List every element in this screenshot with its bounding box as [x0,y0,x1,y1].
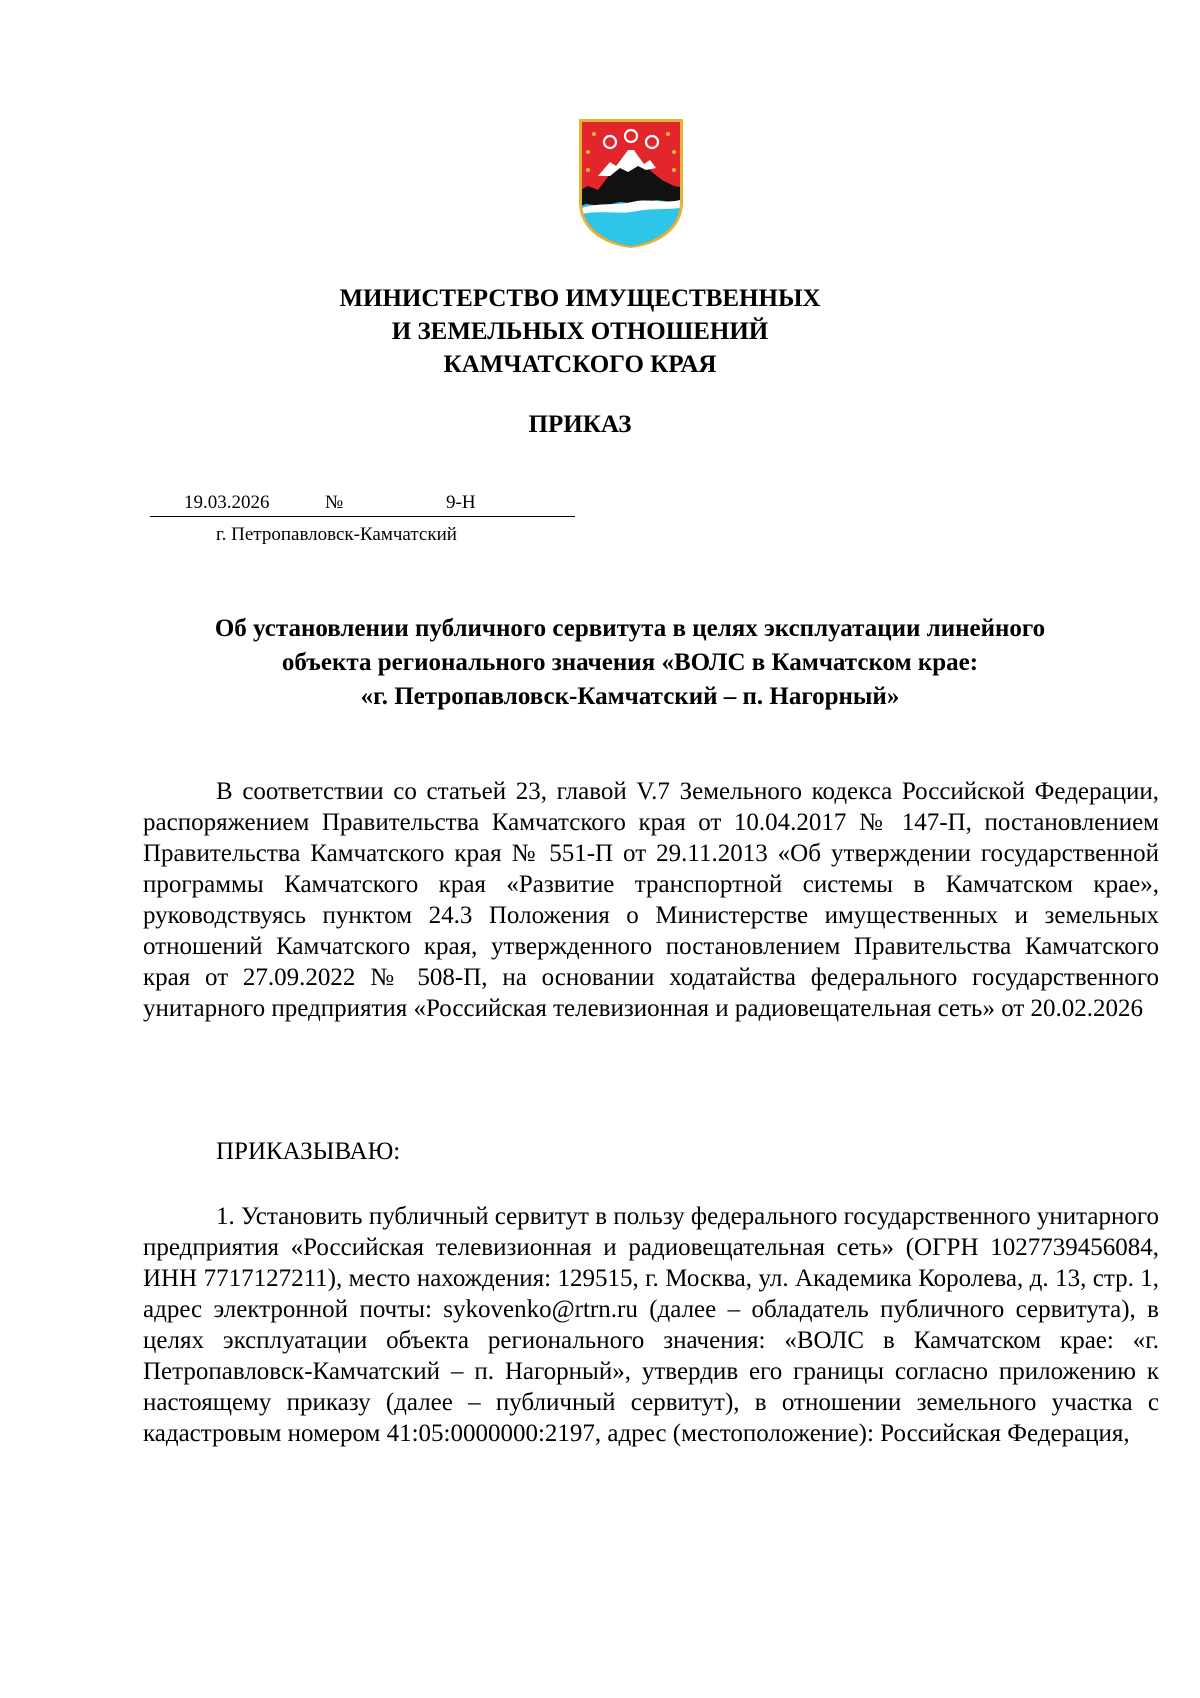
order-number: 9-Н [446,492,476,513]
organization-name [0,282,1160,381]
order-directive: ПРИКАЗЫВАЮ: [216,1138,401,1165]
order-subject [0,612,1200,714]
subject-line-1: Об установлении публичного сервитута в целях эксплуатации линейного [214,615,1046,642]
subject-line-3: «г. Петропавловск-Камчатский – п. Нагорный» [360,683,900,710]
number-sign: № [325,492,344,513]
document-type: ПРИКАЗ [528,411,632,438]
preamble-paragraph: В соответствии со статьей 23, главой V.7 Земельного кодекса Российской Федерации, распоряжением Правительства Камчатского края от 10.04.2017 № 147-П, постановлением Правительства Камчатского края № 551-П от 29.11.2013 «Об утверждении государственной программы Камчатского края «Развитие транспортной системы в Камчатском крае», руководствуясь пунктом 24.3 Положения о Министерстве имущественных и земельных отношений Камчатского края, утвержденного постановлением Правительства Камчатского края от 27.09.2022 № 508-П, на основании ходатайства федерального государственного унитарного предприятия «Российская телевизионная и радиовещательная сеть» от 20.02.2026 [143,778,1159,1022]
org-name-line-1: МИНИСТЕРСТВО ИМУЩЕСТВЕННЫХ [339,285,821,312]
registration-line [150,490,575,517]
item-1-paragraph: 1. Установить публичный сервитут в пользу федерального государственного унитарного предприятия «Российская телевизионная и радиовещательная сеть» (ОГРН 1027739456084, ИНН 7717127211), место нахождения: 129515, г. Москва, ул. Академика Королева, д. 13, стр. 1, адрес электронной почты: sykovenko@rtrn.ru (далее – обладатель публичного сервитута), в целях эксплуатации объекта регионального значения: «ВОЛС в Камчатском крае: «г. Петропавловск-Камчатский – п. Нагорный», утвердив его границы согласно приложению к настоящему приказу (далее – публичный сервитут), в отношении земельного участка с кадастровым номером 41:05:0000000:2197, адрес (местоположение): Российская Федерация, [143,1203,1159,1447]
subject-line-2: объекта регионального значения «ВОЛС в Камчатском крае: [281,649,979,676]
org-name-line-2: И ЗЕМЕЛЬНЫХ ОТНОШЕНИЙ [391,318,769,345]
issue-city: г. Петропавловск-Камчатский [216,524,457,545]
order-date: 19.03.2026 [184,492,270,513]
org-name-line-3: КАМЧАТСКОГО КРАЯ [443,351,717,378]
kamchatka-coat-of-arms-icon [576,116,686,248]
